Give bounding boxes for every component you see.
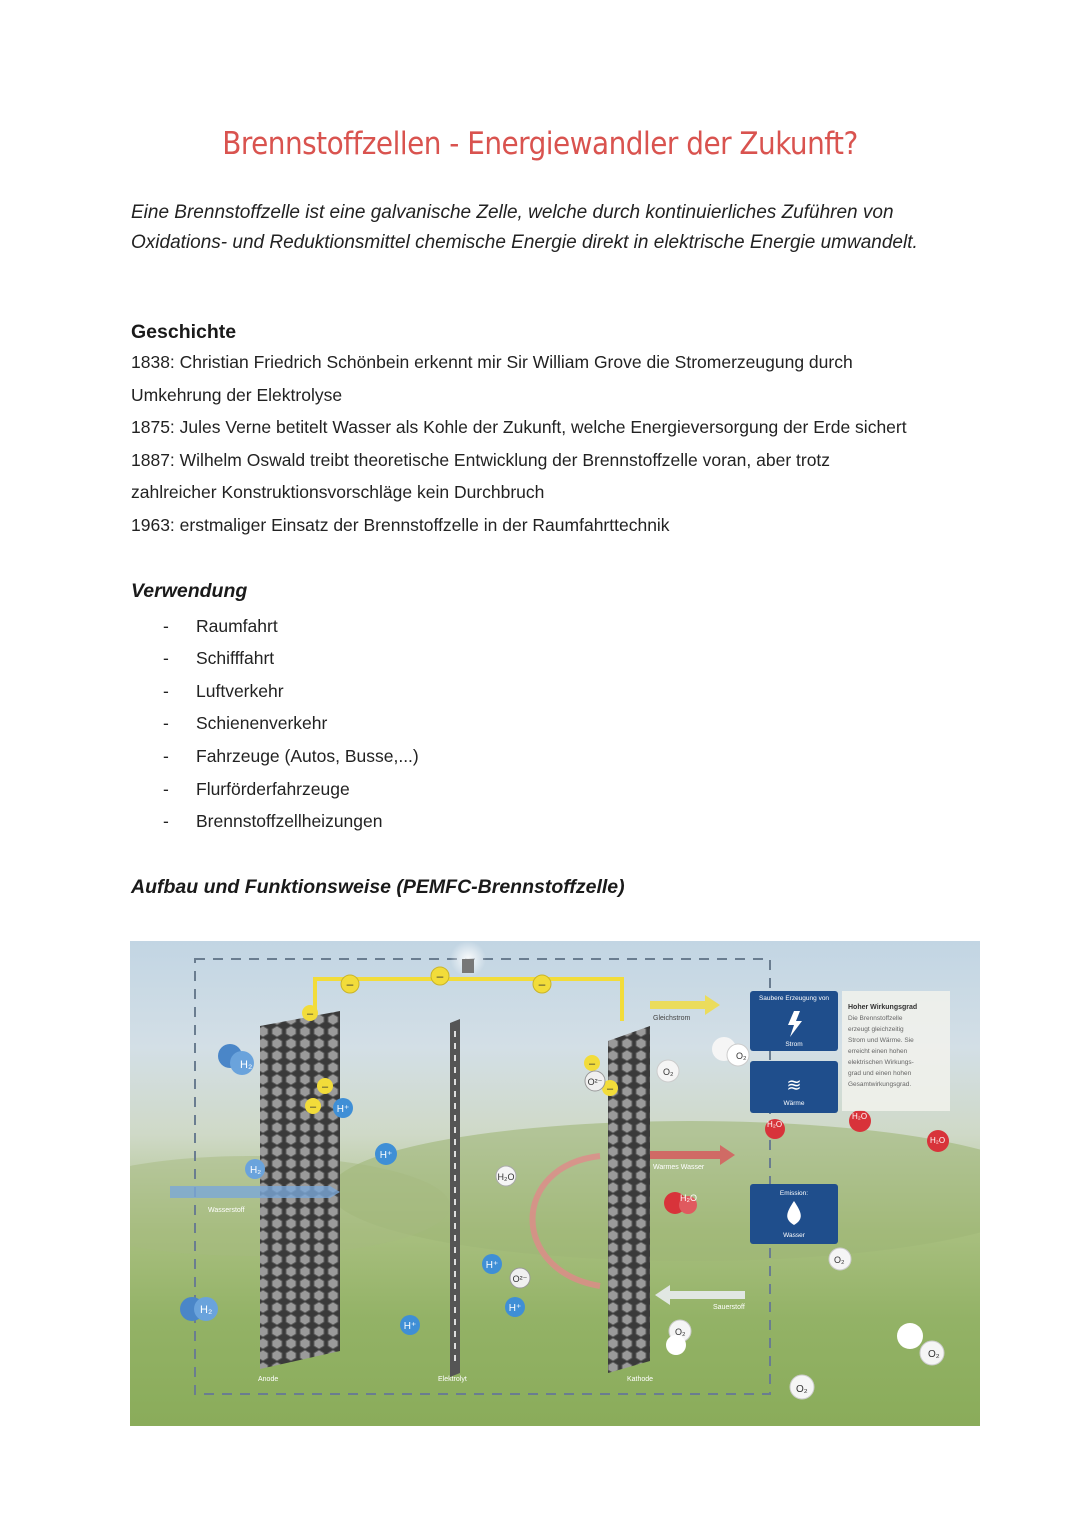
svg-text:erreicht einen hohen: erreicht einen hohen xyxy=(848,1048,908,1055)
svg-text:O₂: O₂ xyxy=(834,1255,845,1265)
svg-text:H₂O: H₂O xyxy=(680,1193,697,1203)
svg-text:H⁺: H⁺ xyxy=(403,1321,417,1332)
svg-text:–: – xyxy=(538,977,546,991)
efficiency-note xyxy=(842,991,950,1111)
svg-text:Gesamtwirkungsgrad.: Gesamtwirkungsgrad. xyxy=(848,1081,912,1088)
water-molecule xyxy=(664,1192,697,1214)
label-warm-water: Warmes Wasser xyxy=(653,1164,705,1171)
label-cathode: Kathode xyxy=(627,1376,654,1383)
oxygen-arrow xyxy=(655,1285,745,1305)
fuel-cell-diagram xyxy=(130,941,980,1426)
heat-icon: ≋ xyxy=(786,1075,802,1095)
svg-text:–: – xyxy=(321,1081,329,1093)
svg-text:O₂: O₂ xyxy=(796,1384,808,1395)
electron xyxy=(584,1055,600,1071)
hydrogen-arrow xyxy=(170,1186,340,1198)
label-direct-current: Gleichstrom xyxy=(653,1015,691,1022)
intro-paragraph: Eine Brennstoffzelle ist eine galvanische Zelle, welche durch kontinuierliches Zuführen von Oxidations- und Reduktionsmittel chemische Energie direkt in elektrische Energie umwandelt. xyxy=(131,202,918,253)
proton xyxy=(482,1254,502,1274)
electron xyxy=(317,1078,333,1094)
fuel-cell-figure xyxy=(130,941,980,1426)
label-electrolyte: Elektrolyt xyxy=(438,1376,467,1383)
svg-text:H⁺: H⁺ xyxy=(379,1150,393,1161)
history-line: 1887: Wilhelm Oswald treibt theoretische Entwicklung der Brennstoffzelle voran, aber trotz xyxy=(131,450,831,470)
water-molecule xyxy=(496,1166,516,1186)
svg-text:grad und einen hohen: grad und einen hohen xyxy=(848,1070,912,1077)
water-molecule xyxy=(927,1130,949,1152)
svg-text:H₂: H₂ xyxy=(250,1165,262,1176)
svg-text:Die Brennstoffzelle: Die Brennstoffzelle xyxy=(848,1015,903,1022)
svg-text:–: – xyxy=(436,969,444,983)
svg-text:O₂: O₂ xyxy=(675,1327,686,1337)
oxygen-molecule xyxy=(829,1248,851,1270)
page-title: Brennstoffzellen - Energiewandler der Zukunft? xyxy=(222,126,858,162)
oxide-ion xyxy=(510,1268,530,1288)
electron xyxy=(305,1098,321,1114)
history-heading: Geschichte xyxy=(131,321,237,343)
light-bulb-icon xyxy=(462,959,474,973)
circuit-wire xyxy=(315,979,622,1021)
proton xyxy=(505,1297,525,1317)
oxygen-molecule xyxy=(790,1375,814,1399)
svg-text:O₂: O₂ xyxy=(663,1067,674,1077)
panel-emission: Emission: xyxy=(779,1190,809,1197)
water-molecule xyxy=(765,1119,785,1139)
svg-text:–: – xyxy=(309,1101,317,1113)
hydrogen-molecule xyxy=(245,1159,265,1179)
electron xyxy=(341,975,359,993)
oxygen-molecule xyxy=(657,1060,679,1082)
svg-text:elektrischen Wirkungs-: elektrischen Wirkungs- xyxy=(848,1059,914,1066)
svg-text:O²⁻: O²⁻ xyxy=(587,1077,603,1087)
panel-clean-production: Saubere Erzeugung von xyxy=(758,995,830,1002)
svg-text:O₂: O₂ xyxy=(736,1051,747,1061)
history-line: zahlreicher Konstruktionsvorschläge kein Durchbruch xyxy=(131,482,545,502)
hydrogen-molecule xyxy=(218,1044,254,1075)
svg-text:H₂O: H₂O xyxy=(767,1120,783,1129)
svg-text:O²⁻: O²⁻ xyxy=(512,1274,528,1284)
svg-text:H⁺: H⁺ xyxy=(336,1104,350,1115)
proton xyxy=(375,1143,397,1165)
history-line: 1838: Christian Friedrich Schönbein erkennt mir Sir William Grove die Stromerzeugung durch xyxy=(131,352,853,372)
svg-text:–: – xyxy=(346,977,354,991)
svg-text:H₂: H₂ xyxy=(240,1059,253,1071)
svg-text:H₂: H₂ xyxy=(200,1304,213,1316)
electron xyxy=(533,975,551,993)
label-hydrogen: Wasserstoff xyxy=(208,1207,245,1214)
hydrogen-molecule xyxy=(180,1297,218,1321)
svg-text:H₂O: H₂O xyxy=(930,1136,946,1145)
svg-text:O₂: O₂ xyxy=(928,1349,940,1360)
label-anode: Anode xyxy=(258,1376,279,1383)
electron xyxy=(302,1005,318,1021)
current-arrow xyxy=(650,995,720,1015)
svg-text:Strom und Wärme. Sie: Strom und Wärme. Sie xyxy=(848,1037,914,1044)
history-line: 1875: Jules Verne betitelt Wasser als Kohle der Zukunft, welche Energieversorgung der Erde sichert xyxy=(131,417,907,437)
oxygen-molecule xyxy=(712,1037,749,1066)
svg-text:erzeugt gleichzeitig: erzeugt gleichzeitig xyxy=(848,1026,904,1033)
svg-text:H₂O: H₂O xyxy=(852,1112,868,1121)
svg-text:H⁺: H⁺ xyxy=(485,1260,499,1271)
svg-text:–: – xyxy=(588,1058,596,1070)
electron xyxy=(431,967,449,985)
proton xyxy=(400,1315,420,1335)
structure-heading: Aufbau und Funktionsweise (PEMFC-Brennstoffzelle) xyxy=(131,876,625,898)
panel-water: Wasser xyxy=(783,1232,805,1239)
svg-text:–: – xyxy=(306,1008,314,1020)
panel-heat: Wärme xyxy=(783,1100,805,1107)
panel-power: Strom xyxy=(785,1041,803,1048)
oxygen-molecule xyxy=(897,1323,944,1365)
svg-text:Hoher Wirkungsgrad: Hoher Wirkungsgrad xyxy=(848,1004,918,1011)
svg-text:H₂O: H₂O xyxy=(497,1172,515,1182)
history-line: 1963: erstmaliger Einsatz der Brennstoffzelle in der Raumfahrttechnik xyxy=(131,515,670,535)
info-panel xyxy=(750,991,838,1244)
oxide-ion xyxy=(585,1071,605,1091)
label-oxygen: Sauerstoff xyxy=(713,1304,745,1311)
svg-text:H⁺: H⁺ xyxy=(508,1303,522,1314)
oxygen-molecule xyxy=(666,1320,691,1355)
svg-text:–: – xyxy=(606,1083,614,1095)
proton xyxy=(333,1098,353,1118)
usage-heading: Verwendung xyxy=(131,580,248,602)
water-molecule xyxy=(849,1110,871,1132)
cathode-plate xyxy=(608,1026,650,1373)
history-line: Umkehrung der Elektrolyse xyxy=(131,385,343,405)
